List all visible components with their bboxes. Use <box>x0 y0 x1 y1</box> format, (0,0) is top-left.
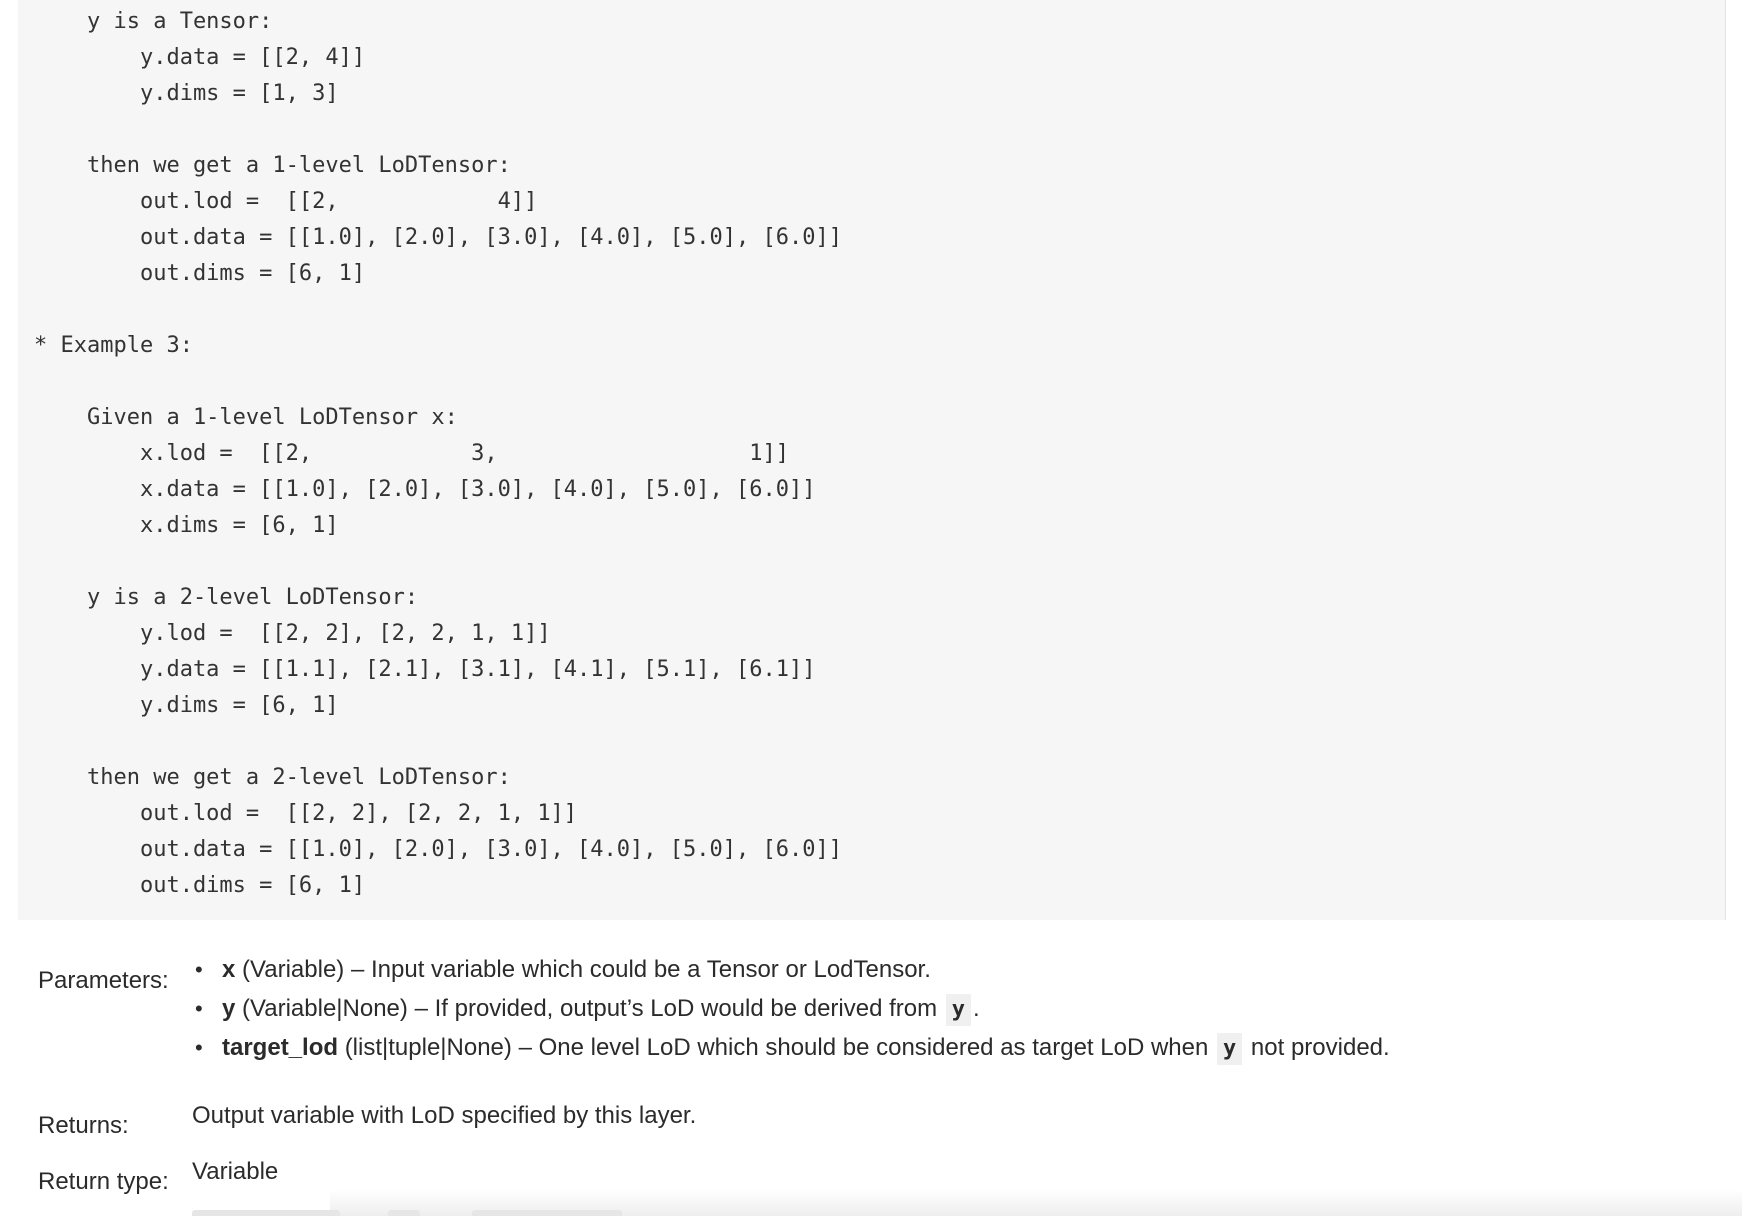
param-desc: – If provided, output’s LoD would be derived from <box>414 995 938 1022</box>
code-line: * Example 3: <box>34 333 193 358</box>
code-example-block <box>18 0 1726 920</box>
inline-code: y <box>1217 1033 1242 1065</box>
param-desc: – One level LoD which should be considered as target LoD when <box>518 1034 1209 1061</box>
parameter-list <box>192 950 1390 1067</box>
param-desc: – Input variable which could be a Tensor or LodTensor. <box>350 956 931 983</box>
returns-label: Returns: <box>38 1112 129 1139</box>
returns-text: Output variable with LoD specified by this layer. <box>192 1102 697 1129</box>
code-line: out.data = [[1.0], [2.0], [3.0], [4.0], [5.0], [6.0]] <box>34 837 842 862</box>
inline-code: y <box>946 994 971 1026</box>
param-name: target_lod <box>222 1034 339 1061</box>
code-line: y.lod = [[2, 2], [2, 2, 1, 1]] <box>34 621 551 646</box>
code-line: y is a Tensor: <box>34 9 273 34</box>
param-name: x <box>222 956 236 983</box>
code-line: y.dims = [6, 1] <box>34 693 339 718</box>
param-item-x <box>192 950 1390 989</box>
param-tail: . <box>973 995 980 1022</box>
code-listing <box>34 4 842 904</box>
code-line: out.lod = [[2, 4]] <box>34 189 538 214</box>
code-line: y.data = [[1.1], [2.1], [3.1], [4.1], [5.1], [6.1]] <box>34 657 816 682</box>
code-line: then we get a 1-level LoDTensor: <box>34 153 511 178</box>
code-line: x.lod = [[2, 3, 1]] <box>34 441 789 466</box>
bullet-icon: • <box>195 957 203 982</box>
code-line: out.data = [[1.0], [2.0], [3.0], [4.0], [5.0], [6.0]] <box>34 225 842 250</box>
code-line: out.dims = [6, 1] <box>34 261 366 286</box>
param-item-target-lod <box>192 1028 1390 1067</box>
next-section-tab <box>192 1210 340 1216</box>
bullet-icon: • <box>195 1035 203 1060</box>
param-name: y <box>222 995 236 1022</box>
bullet-icon: • <box>195 996 203 1021</box>
parameters-label: Parameters: <box>38 967 169 994</box>
code-line: y.dims = [1, 3] <box>34 81 339 106</box>
next-section-tab <box>388 1210 420 1216</box>
return-type-text: Variable <box>192 1158 279 1185</box>
code-line: out.dims = [6, 1] <box>34 873 366 898</box>
code-line: y.data = [[2, 4]] <box>34 45 366 70</box>
code-line: x.data = [[1.0], [2.0], [3.0], [4.0], [5.0], [6.0]] <box>34 477 816 502</box>
next-section-tab <box>472 1210 622 1216</box>
param-type: (Variable|None) <box>242 995 408 1022</box>
code-line <box>34 112 842 148</box>
code-line <box>34 724 842 760</box>
code-line <box>34 544 842 580</box>
code-line: y is a 2-level LoDTensor: <box>34 585 419 610</box>
return-type-label: Return type: <box>38 1168 169 1195</box>
code-line: Given a 1-level LoDTensor x: <box>34 405 458 430</box>
param-tail: not provided. <box>1250 1034 1390 1061</box>
param-item-y <box>192 989 1390 1028</box>
param-type: (Variable) <box>242 956 345 983</box>
code-line: out.lod = [[2, 2], [2, 2, 1, 1]] <box>34 801 578 826</box>
code-line <box>34 292 842 328</box>
code-line <box>34 364 842 400</box>
code-line: then we get a 2-level LoDTensor: <box>34 765 511 790</box>
param-type: (list|tuple|None) <box>344 1034 512 1061</box>
code-line: x.dims = [6, 1] <box>34 513 339 538</box>
